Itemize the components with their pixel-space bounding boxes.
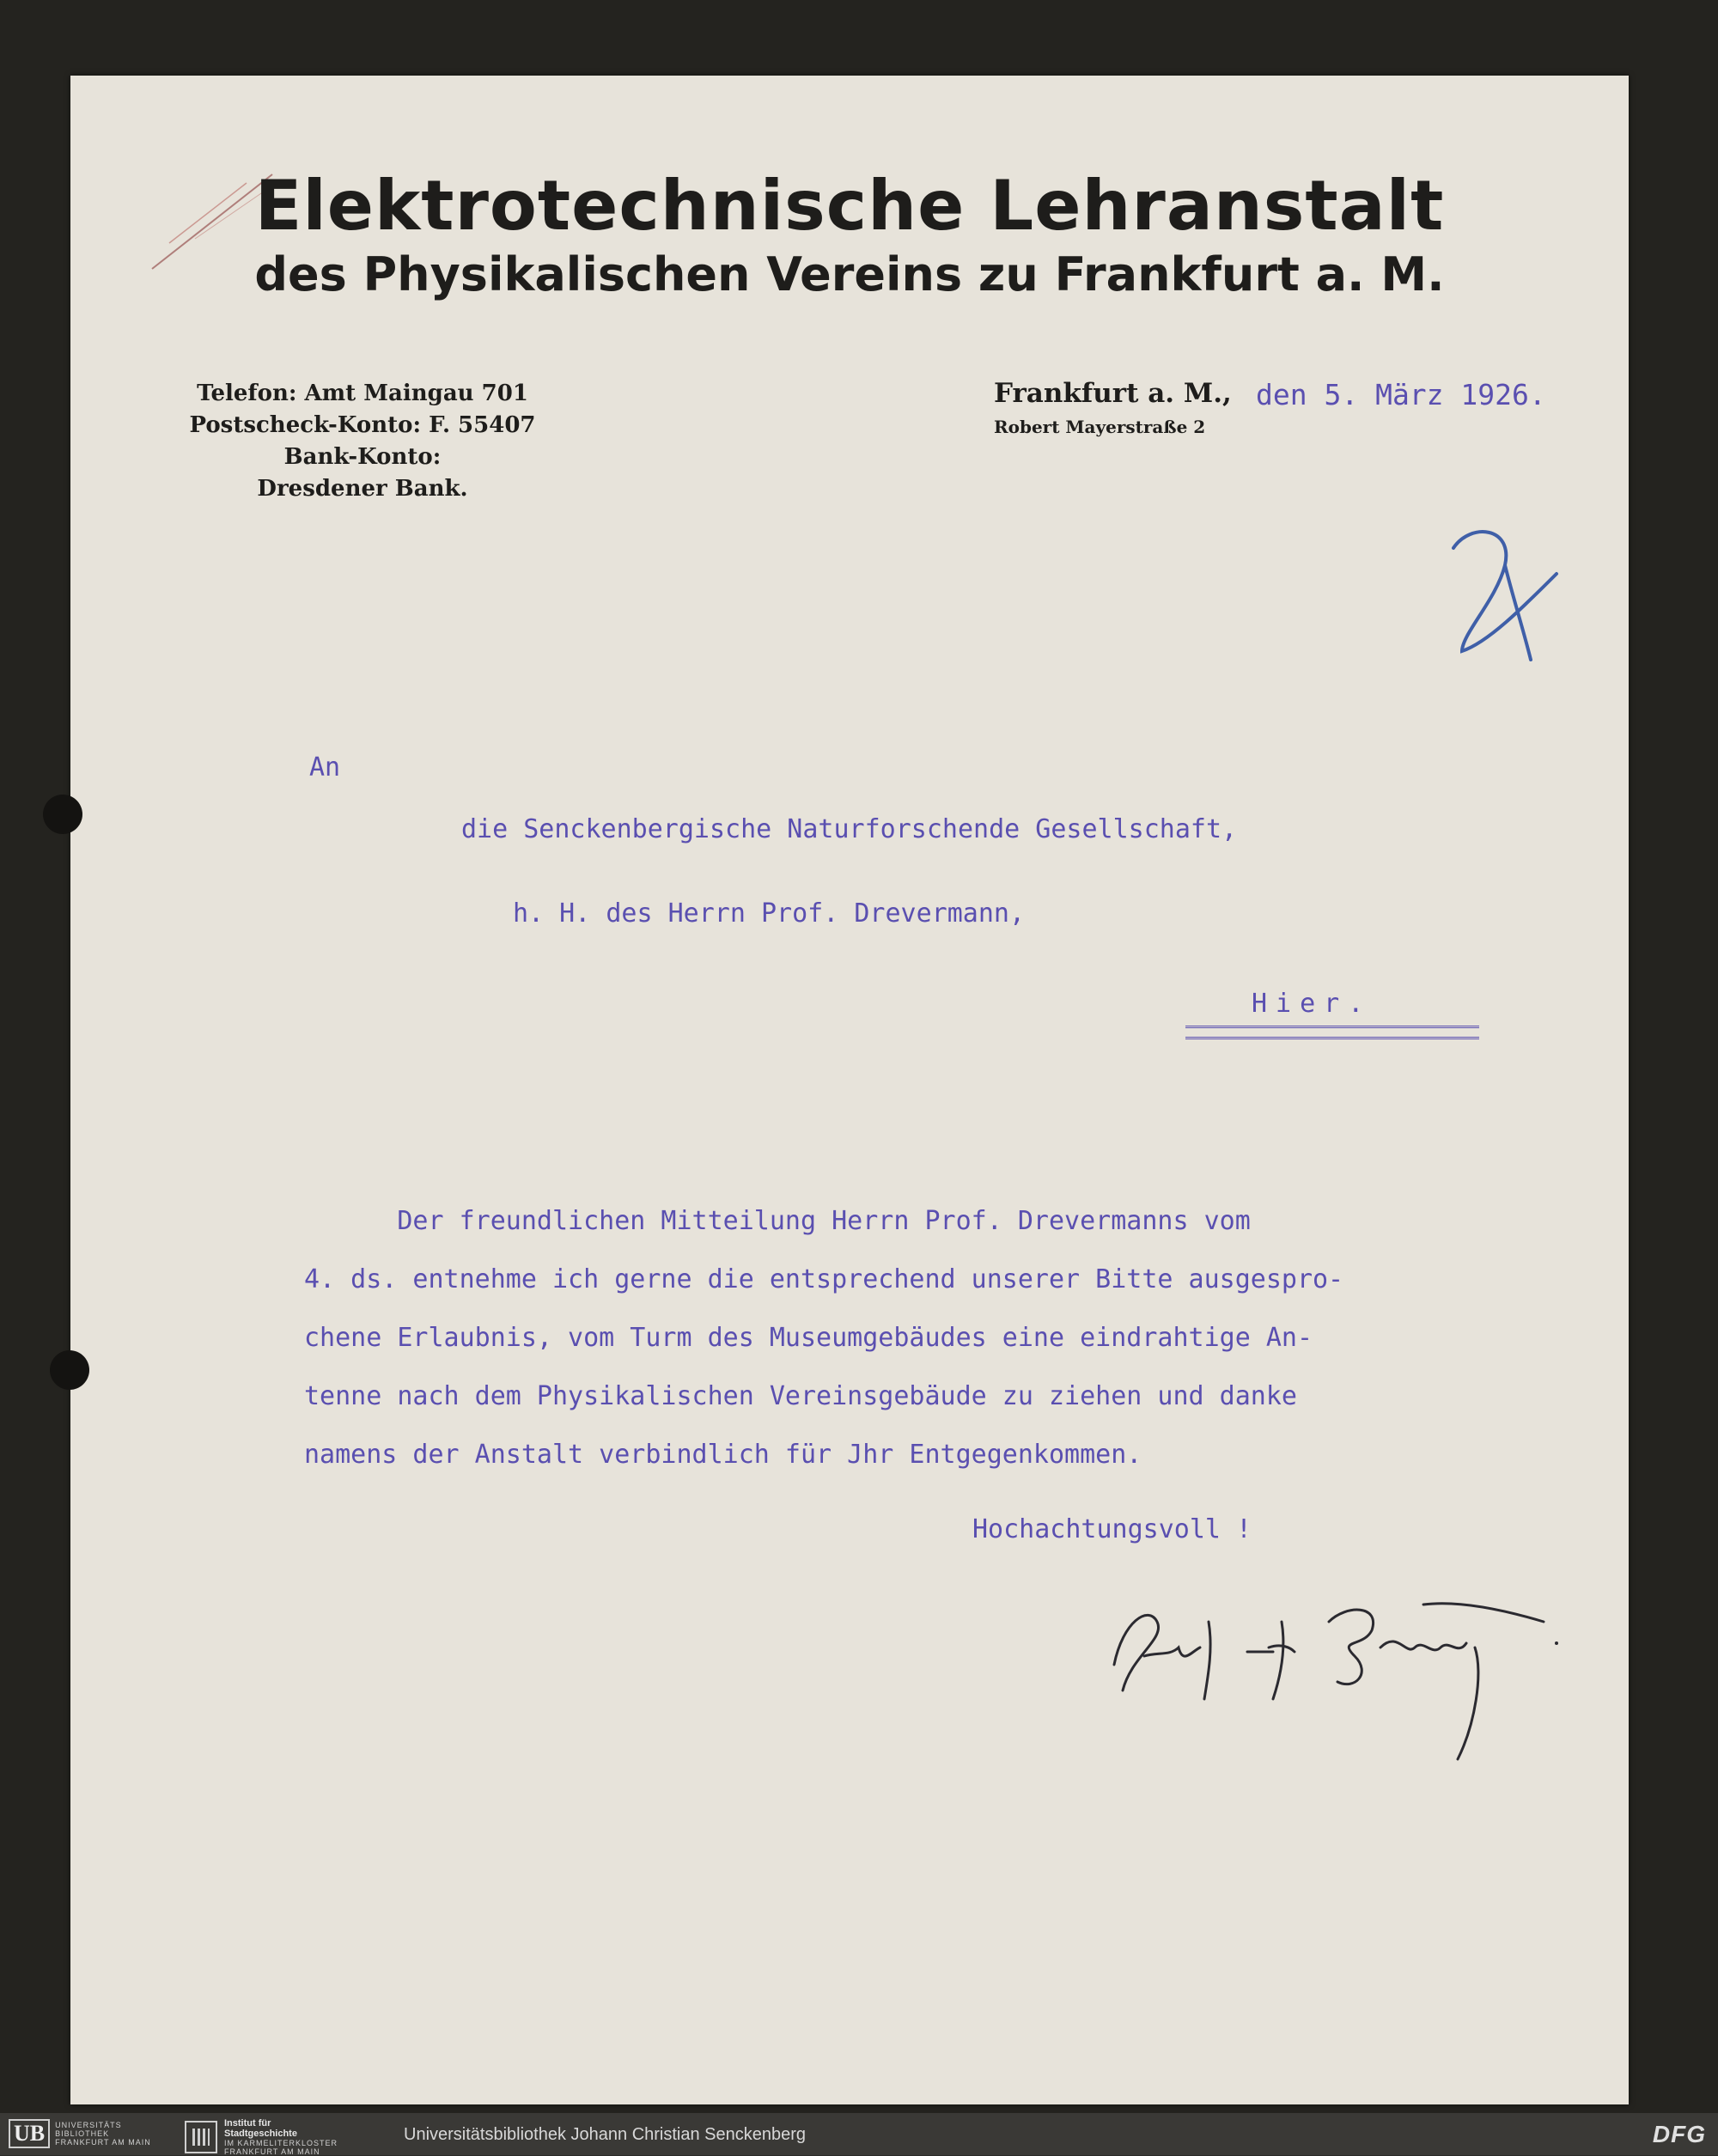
body-line-5: namens der Anstalt verbindlich für Jhr Entgegenkommen. xyxy=(304,1440,1142,1470)
recipient-an: An xyxy=(309,752,341,783)
punch-hole-lower xyxy=(50,1350,89,1390)
letterhead-title: Elektrotechnische Lehranstalt xyxy=(254,166,1445,246)
contact-telefon: Telefon: Amt Maingau 701 xyxy=(197,381,528,406)
ub-text-3: FRANKFURT AM MAIN xyxy=(55,2138,151,2147)
letter-page xyxy=(70,76,1629,2104)
footer-library-name[interactable]: Universitätsbibliothek Johann Christian Senckenberg xyxy=(404,2125,807,2144)
ub-logo-text xyxy=(55,2121,151,2147)
institut-line-4: FRANKFURT AM MAIN xyxy=(224,2147,320,2156)
institut-building-icon xyxy=(185,2121,217,2153)
institut-line-2: Stadtgeschichte xyxy=(224,2129,297,2139)
handwritten-signature xyxy=(1097,1570,1569,1768)
body-line-3: chene Erlaubnis, vom Turm des Museumgebäudes eine eindrahtige An- xyxy=(304,1323,1313,1353)
place-street: Robert Mayerstraße 2 xyxy=(994,417,1206,437)
footer-bar xyxy=(0,2113,1718,2155)
letter-date: den 5. März 1926. xyxy=(1256,378,1546,411)
contact-bank: Dresdener Bank. xyxy=(257,476,468,502)
body-line-4: tenne nach dem Physikalischen Vereinsgebäude zu ziehen und danke xyxy=(304,1381,1297,1411)
punch-hole-upper xyxy=(43,795,82,834)
ub-logo[interactable] xyxy=(9,2118,151,2149)
contact-bank-label: Bank-Konto: xyxy=(283,444,442,470)
contact-postscheck: Postscheck-Konto: F. 55407 xyxy=(189,412,536,438)
dfg-logo[interactable]: DFG xyxy=(1652,2121,1706,2147)
recipient-underline xyxy=(1185,1026,1479,1039)
institut-logo[interactable] xyxy=(185,2118,338,2156)
ub-logo-mark: UB xyxy=(9,2119,50,2148)
letter-body xyxy=(304,1192,1343,1484)
body-line-2: 4. ds. entnehme ich gerne die entsprechend unserer Bitte ausgespro- xyxy=(304,1264,1344,1294)
institut-text xyxy=(224,2118,338,2156)
ub-text-2: BIBLIOTHEK xyxy=(55,2129,110,2138)
place-city: Frankfurt a. M., xyxy=(994,378,1232,409)
closing-line: Hochachtungsvoll ! xyxy=(972,1514,1252,1544)
letterhead-subtitle: des Physikalischen Vereins zu Frankfurt a. M. xyxy=(254,247,1445,301)
institut-line-3: IM KARMELITERKLOSTER xyxy=(224,2139,338,2147)
contact-block xyxy=(156,378,569,505)
recipient-line-3: Hier. xyxy=(1252,989,1373,1019)
handwritten-number-annotation xyxy=(1436,522,1574,677)
recipient-line-1: die Senckenbergische Naturforschende Gesellschaft, xyxy=(461,814,1238,844)
institut-line-1: Institut für xyxy=(224,2118,271,2129)
ub-text-1: UNIVERSITÄTS xyxy=(55,2121,122,2129)
recipient-line-2: h. H. des Herrn Prof. Drevermann, xyxy=(513,898,1026,929)
body-line-1: Der freundlichen Mitteilung Herrn Prof. Drevermanns vom xyxy=(304,1206,1251,1236)
